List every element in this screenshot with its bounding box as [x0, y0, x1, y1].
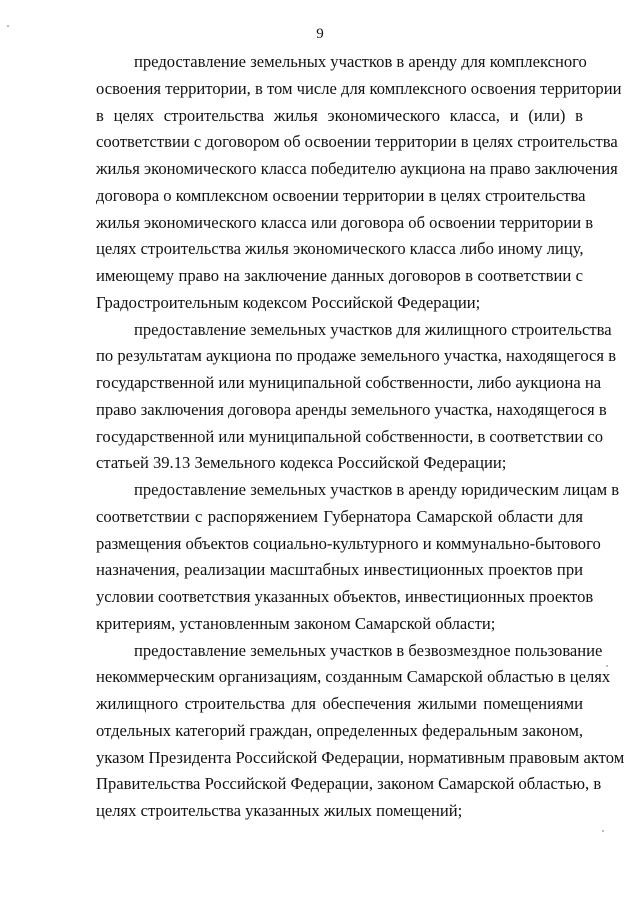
text-line: соответствии с распоряжением Губернатора Самарской области для [96, 506, 583, 526]
text-line: некоммерческим организациям, созданным Самарской областью в целях [96, 667, 611, 687]
scan-speck [606, 665, 608, 667]
text-line: жилищного строительства для обеспечения жилыми помещениями [96, 694, 583, 713]
text-line: предоставление земельных участков в аренду юридическим лицам в [134, 480, 620, 499]
text-line: статьей 39.13 Земельного кодекса Российской Федерации; [96, 453, 507, 473]
text-line: Правительства Российской Федерации, законом Самарской областью, в [96, 774, 602, 794]
scan-speck [7, 25, 9, 27]
text-line: предоставление земельных участков в аренду для комплексного [134, 52, 587, 71]
text-line: освоения территории, в том числе для комплексного освоения территории [96, 78, 622, 98]
text-line: соответствии с договором об освоении территории в целях строительства [96, 132, 618, 152]
paragraph [96, 477, 620, 638]
text-line: жилья экономического класса или договора об освоении территории в [96, 212, 594, 232]
text-line: государственной или муниципальной собственности, либо аукциона на [96, 373, 602, 392]
scan-speck [602, 830, 604, 832]
text-line: жилья экономического класса победителю аукциона на право заключения [96, 159, 618, 178]
paragraph [96, 638, 625, 825]
text-line: указом Президента Российской Федерации, нормативным правовым актом [96, 747, 625, 767]
paragraph [96, 49, 622, 317]
text-line: Градостроительным кодексом Российской Федерации; [96, 292, 481, 312]
text-line: государственной или муниципальной собственности, в соответствии со [96, 426, 604, 446]
text-line: критериям, установленным законом Самарской области; [96, 613, 496, 633]
page-number: 9 [316, 26, 324, 42]
text-line: по результатам аукциона по продаже земельного участка, находящегося в [96, 346, 617, 366]
text-line: право заключения договора аренды земельного участка, находящегося в [96, 399, 607, 419]
text-line: имеющему право на заключение данных договоров в соответствии с [96, 266, 583, 285]
text-line: отдельных категорий граждан, определенных федеральным законом, [96, 720, 583, 740]
text-line: договора о комплексном освоении территории в целях строительства [96, 185, 586, 205]
text-line: назначения, реализации масштабных инвестиционных проектов при [96, 560, 583, 580]
text-line: целях строительства указанных жилых помещений; [96, 801, 463, 820]
text-line: в целях строительства жилья экономического класса, и (или) в [96, 105, 583, 125]
text-line: предоставление земельных участков в безвозмездное пользование [134, 640, 603, 660]
document-body [96, 49, 625, 825]
text-line: размещения объектов социально-культурного и коммунально-бытового [96, 533, 601, 553]
text-line: условии соответствия указанных объектов, инвестиционных проектов [96, 587, 594, 606]
text-line: целях строительства жилья экономического класса либо иному лицу, [96, 239, 584, 259]
text-line: предоставление земельных участков для жилищного строительства [134, 319, 612, 339]
paragraph [96, 317, 617, 478]
